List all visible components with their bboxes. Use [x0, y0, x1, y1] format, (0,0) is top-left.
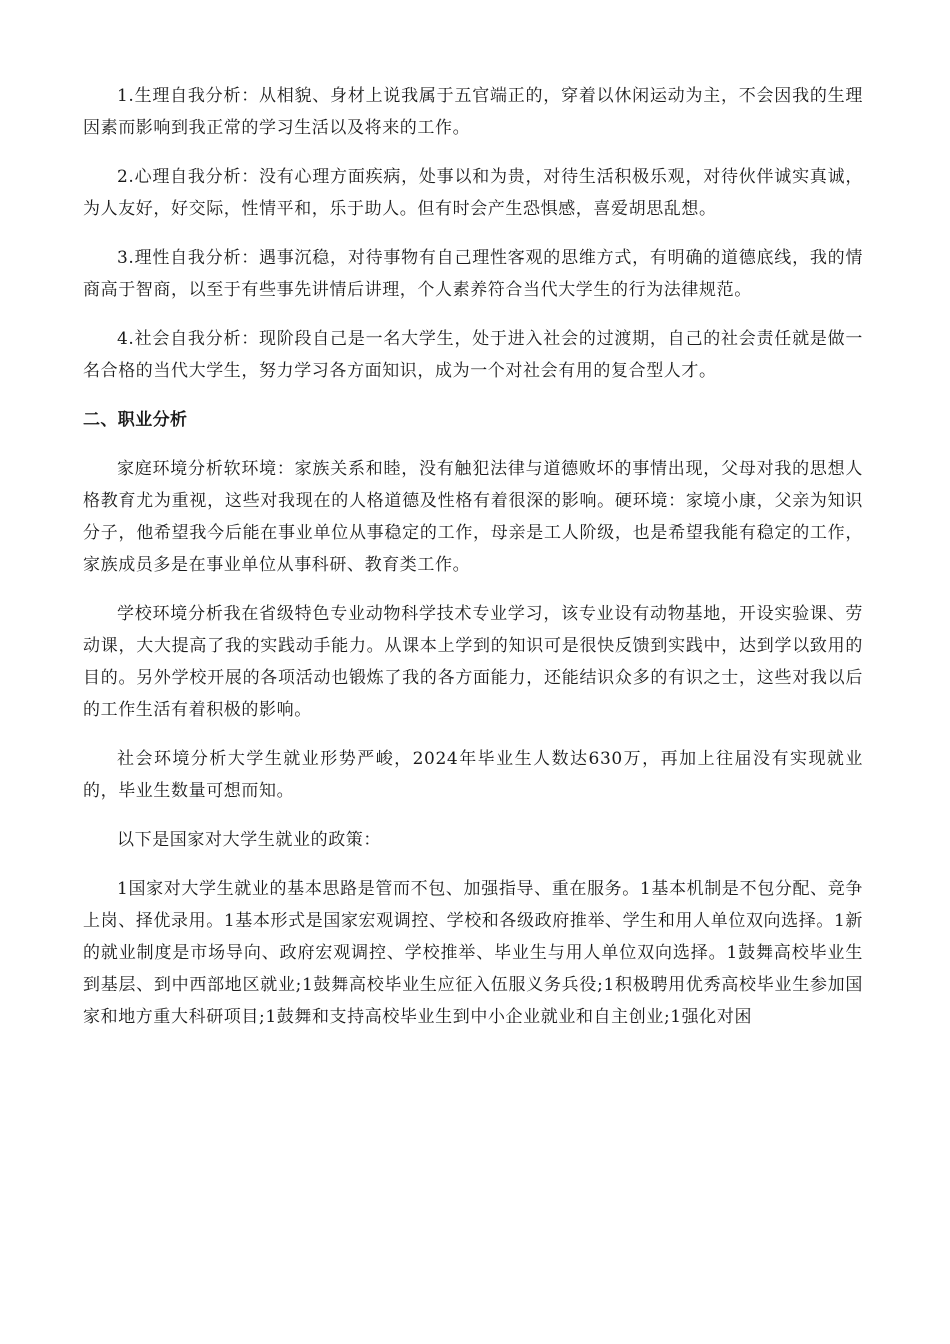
psychological-self-analysis: 2.心理自我分析：没有心理方面疾病，处事以和为贵，对待生活积极乐观，对待伙伴诚实真诚，为人友好，好交际，性情平和，乐于助人。但有时会产生恐惧感，喜爱胡思乱想。	[83, 167, 863, 219]
document-body	[83, 80, 863, 1050]
family-environment-paragraph: 家庭环境分析软环境：家族关系和睦，没有触犯法律与道德败坏的事情出现，父母对我的思想人格教育尤为重视，这些对我现在的人格道德及性格有着很深的影响。硬环境：家境小康，父亲为知识分子，他希望我今后能在事业单位从事稳定的工作，母亲是工人阶级，也是希望我能有稳定的工作，家族成员多是在事业单位从事科研、教育类工作。	[83, 459, 863, 575]
social-self-analysis: 4.社会自我分析：现阶段自己是一名大学生，处于进入社会的过渡期，自己的社会责任就是做一名合格的当代大学生，努力学习各方面知识，成为一个对社会有用的复合型人才。	[83, 329, 863, 381]
policy-paragraph: 1国家对大学生就业的基本思路是管而不包、加强指导、重在服务。1基本机制是不包分配、竞争上岗、择优录用。1基本形式是国家宏观调控、学校和各级政府推举、学生和用人单位双向选择。1新的就业制度是市场导向、政府宏观调控、学校推举、毕业生与用人单位双向选择。1鼓舞高校毕业生到基层、到中西部地区就业;1鼓舞高校毕业生应征入伍服义务兵役;1积极聘用优秀高校毕业生参加国家和地方重大科研项目;1鼓舞和支持高校毕业生到中小企业就业和自主创业;1强化对困	[83, 879, 863, 1027]
physiological-self-analysis: 1.生理自我分析：从相貌、身材上说我属于五官端正的，穿着以休闲运动为主，不会因我的生理因素而影响到我正常的学习生活以及将来的工作。	[83, 86, 863, 138]
school-environment-paragraph: 学校环境分析我在省级特色专业动物科学技术专业学习，该专业设有动物基地，开设实验课、劳动课，大大提高了我的实践动手能力。从课本上学到的知识可是很快反馈到实践中，达到学以致用的目的。另外学校开展的各项活动也锻炼了我的各方面能力，还能结识众多的有识之士，这些对我以后的工作生活有着积极的影响。	[83, 604, 863, 720]
rational-self-analysis: 3.理性自我分析：遇事沉稳，对待事物有自己理性客观的思维方式，有明确的道德底线，我的情商高于智商，以至于有些事先讲情后讲理，个人素养符合当代大学生的行为法律规范。	[83, 248, 863, 300]
social-environment-paragraph: 社会环境分析大学生就业形势严峻，2024年毕业生人数达630万，再加上往届没有实现就业的，毕业生数量可想而知。	[83, 749, 863, 801]
section-heading-career-analysis: 二、职业分析	[83, 410, 188, 430]
policy-intro-paragraph: 以下是国家对大学生就业的政策：	[117, 830, 381, 850]
